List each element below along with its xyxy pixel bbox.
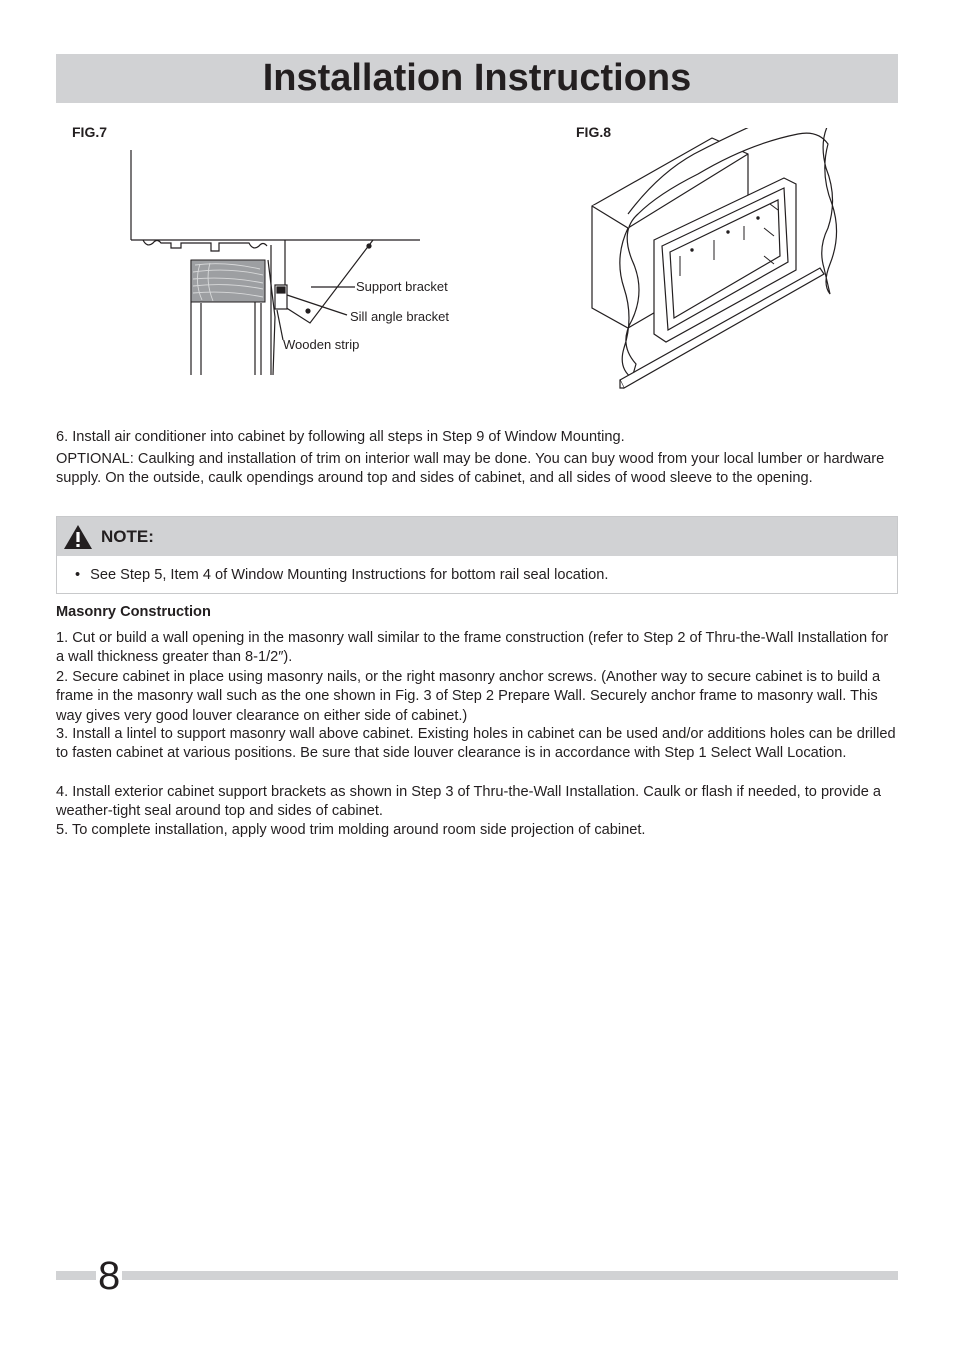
note-item [57,556,897,593]
masonry-heading: Masonry Construction [56,604,211,620]
masonry-step-4: 4. Install exterior cabinet support brackets as shown in Step 3 of Thru-the-Wall Installation. Caulk or flash if needed, to provide a weather-tight seal around top and sides of cabinet. [56,784,881,820]
step-6-text: 6. Install air conditioner into cabinet by following all steps in Step 9 of Window Mounting. [56,429,625,445]
page-title: Installation Instructions [262,57,692,99]
note-box [56,516,898,594]
optional-text: OPTIONAL: Caulking and installation of trim on interior wall may be done. You can buy wood from your local lumber or hardware supply. On the outside, caulk opendings around top and sides of cabinet, and all sides of wood sleeve to the opening. [56,451,885,487]
fig8-illustration [588,128,838,398]
callout-sill-angle-bracket: Sill angle bracket [350,309,449,324]
footer-bar [56,1271,898,1280]
fig7-label: FIG.7 [72,124,108,140]
note-title: NOTE: [101,526,154,546]
callout-support-bracket: Support bracket [356,279,448,294]
masonry-step-1: 1. Cut or build a wall opening in the masonry wall similar to the frame construction (refer to Step 2 of Thru-the-Wall Installation for a wall thickness greater than 8-1/2″). [56,630,889,666]
masonry-step-2: 2. Secure cabinet in place using masonry nails, or the right masonry anchor screws. (Another way to secure cabinet is to build a frame in the masonry wall such as the one shown in Fig. 3 of Step 2 Prepare Wall. Securely anchor frame to masonry wall. This way gives very good louver clearance on either side of cabinet.) [56,669,881,724]
note-item-text: See Step 5, Item 4 of Window Mounting Instructions for bottom rail seal location. [90,566,609,583]
bullet-icon: • [75,566,81,583]
title-bar [56,54,898,103]
masonry-step-3: 3. Install a lintel to support masonry wall above cabinet. Existing holes in cabinet can be used and/or additions holes can be drilled to fasten cabinet at various positions. Be sure that side louver clearance is in accordance with Step 1 Select Wall Location. [56,726,896,762]
callout-wooden-strip: Wooden strip [283,337,360,352]
page-number: 8 [98,1254,121,1298]
warning-icon [63,524,93,550]
note-header [57,517,897,556]
masonry-step-5: 5. To complete installation, apply wood trim molding around room side projection of cabinet. [56,822,646,838]
fig8-label: FIG.8 [576,124,612,140]
